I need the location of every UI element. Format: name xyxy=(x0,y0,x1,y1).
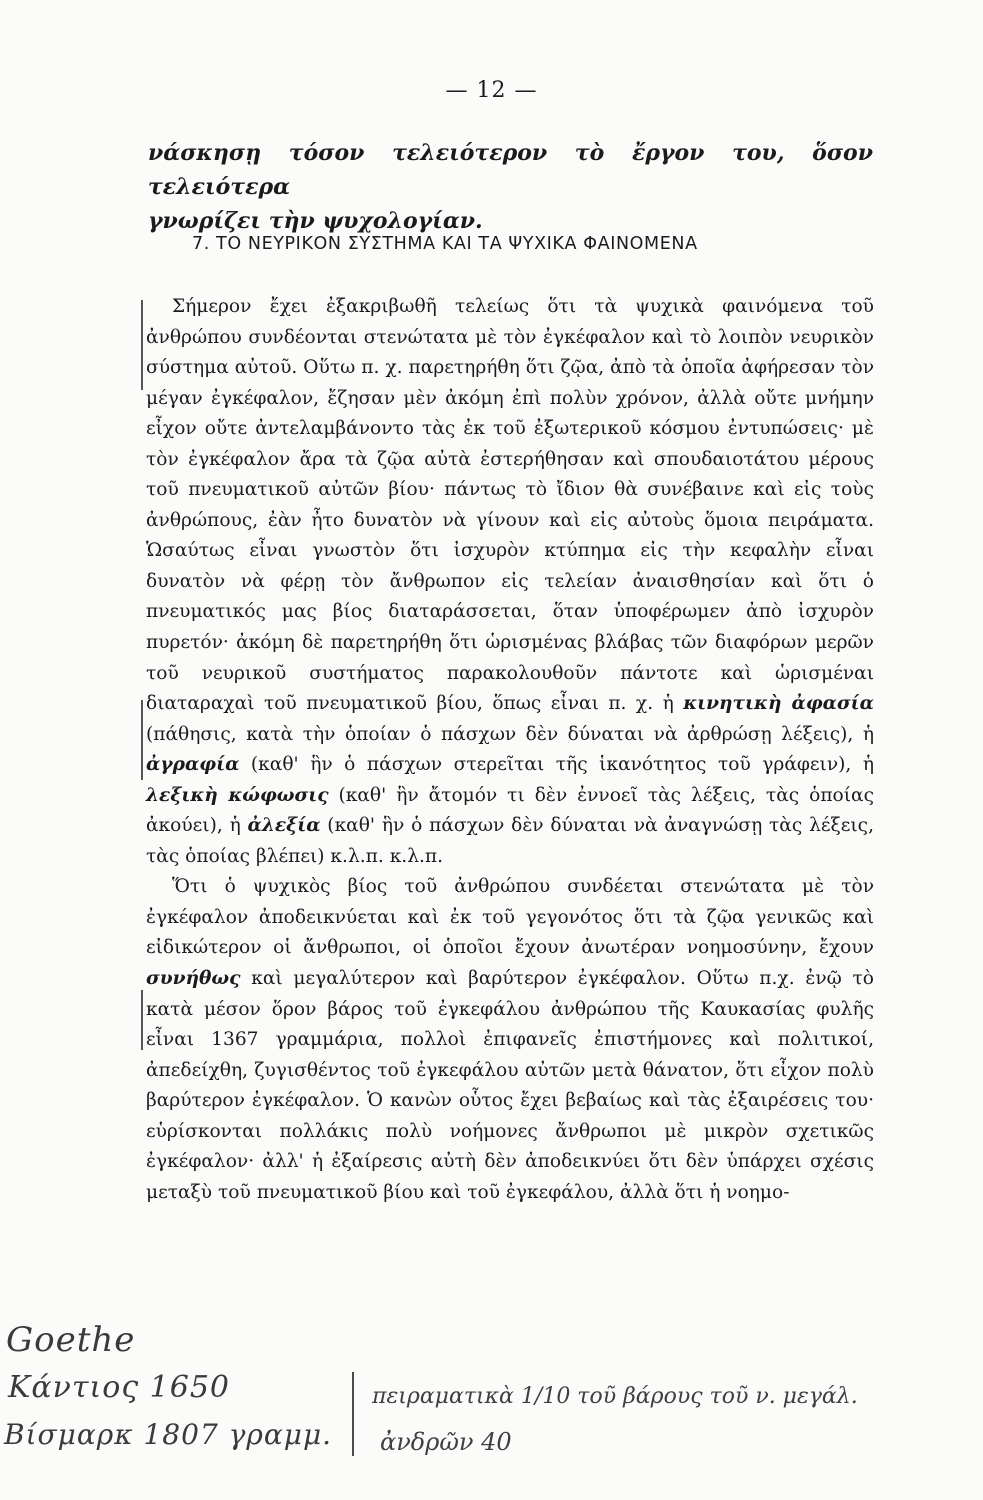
text-run: (καθ' ἣν ὁ πάσχων δὲν δύναται νὰ ἀναγνώσῃ τὰς λέξεις, τὰς ὁποίας βλέπει) κ.λ.π. κ.λ.π. xyxy=(146,815,874,867)
margin-mark xyxy=(141,990,143,1050)
text-run: ἡ xyxy=(662,693,684,715)
section-heading: 7. ΤΟ ΝΕΥΡΙΚΟΝ ΣΥΣΤΗΜΑ ΚΑΙ ΤΑ ΨΥΧΙΚΑ ΦΑΙΝΟΜΕΝΑ xyxy=(192,234,698,254)
handwritten-note: Κάντιος 1650 xyxy=(8,1370,231,1405)
margin-mark xyxy=(141,700,143,780)
text-run: Ὅτι ὁ ψυχικὸς βίος τοῦ ἀνθρώπου συνδέεται στενώτατα μὲ τὸν ἐγκέφαλον ἀποδεικνύεται καὶ ἐκ τοῦ γεγονότος ὅτι τὰ ζῷα γενικῶς καὶ εἰδικώτερον οἱ ἄνθρωποι, οἱ ὁποῖοι ἔχουν ἀνωτέραν νοημοσύνην, ἔχουν xyxy=(146,876,874,959)
intro-line: νάσκησῃ τόσον τελειότερον τὸ ἔργον του, ὅσον τελειότερα xyxy=(148,140,873,200)
text-run: (καθ' ἣν ὁ πάσχων στερεῖται τῆς ἱκανότητος τοῦ γράφειν), ἡ xyxy=(239,754,874,776)
text-run: (καθ' ἣν ἄτομόν τι δὲν ἐννοεῖ τὰς λέξεις, τὰς ὁποίας ἀκούει), ἡ xyxy=(146,784,874,837)
term-usually: συνήθως xyxy=(146,968,241,990)
paragraph-text: Σήμερον ἔχει ἐξακριβωθῆ τελείως ὅτι τὰ ψυχικὰ φαινόμενα τοῦ ἀνθρώπου συνδέονται στενώτατα μὲ τὸν ἐγκέφαλον καὶ τὸ λοιπὸν νευρικὸν σύστημα αὐτοῦ. Οὕτω π. χ. παρετηρήθη ὅτι ζῷα, ἀπὸ τὰ ὁποῖα ἀφήρεσαν τὸν μέγαν ἐγκέφαλον, ἔζησαν μὲν ἀκόμη ἐπὶ πολὺν χρόνον, ἀλλὰ οὔτε μνήμην εἶχον οὔτε ἀντελαμβάνοντο τὰς ἐκ τοῦ ἐξωτερικοῦ κόσμου ἐντυπώσεις· μὲ τὸν ἐγκέφαλον ἄρα τὰ ζῷα αὐτὰ ἐστερήθησαν καὶ σπουδαιοτάτου μέρους τοῦ πνευματικοῦ αὐτῶν βίου· πάντως τὸ ἴδιον θὰ συνέβαινε καὶ εἰς τοὺς ἀνθρώπους, ἐὰν ἦτο δυνατὸν νὰ γίνουν καὶ εἰς αὐτοὺς ὅμοια πειράματα. Ὡσαύτως εἶναι γνωστὸν ὅτι ἰσχυρὸν κτύπημα εἰς τὴν κεφαλὴν εἶναι δυνατὸν νὰ φέρῃ τὸν ἄνθρωπον εἰς τελείαν ἀναισθησίαν καὶ ὅτι ὁ πνευματικός μας βίος διαταράσσεται, ὅταν ὑποφέρωμεν ἀπὸ ἰσχυρὸν πυρετόν· ἀκόμη δὲ παρετηρήθη ὅτι ὡρισμένας βλάβας τῶν διαφόρων μερῶν τοῦ νευρικοῦ συστήματος παρακολουθοῦν πάντοτε καὶ ὡρισμέναι διαταραχαὶ τοῦ πνευματικοῦ βίου, ὅπως εἶναι π. χ. xyxy=(146,296,874,715)
intro-line: γνωρίζει τὴν ψυχολογίαν. xyxy=(148,208,483,234)
paragraph xyxy=(146,872,874,1208)
body-text xyxy=(146,292,874,1208)
handwritten-note: πειραματικὰ 1/10 τοῦ βάρους τοῦ ν. μεγάλ. xyxy=(372,1384,858,1409)
text-run: (πάθησις, κατὰ τὴν ὁποίαν ὁ πάσχων δὲν δύναται νὰ ἀρθρώσῃ λέξεις), ἡ xyxy=(146,723,874,745)
handwritten-note: Goethe xyxy=(6,1320,136,1360)
intro-text xyxy=(148,136,873,238)
handwritten-note: ἀνδρῶν 40 xyxy=(380,1428,512,1456)
term-word-deafness: λεξικὴ κώφωσις xyxy=(146,784,329,806)
term-motor-aphasia: κινητικὴ ἀφασία xyxy=(683,693,874,715)
paragraph xyxy=(146,292,874,872)
term-agraphia: ἀγραφία xyxy=(146,754,240,776)
handwritten-note: Βίσμαρκ 1807 γραμμ. xyxy=(4,1418,333,1451)
page-number: — 12 — xyxy=(445,78,538,103)
text-run: καὶ μεγαλύτερον καὶ βαρύτερον ἐγκέφαλον. Οὕτω π.χ. ἐνῷ τὸ κατὰ μέσον ὅρον βάρος τοῦ ἐγκεφάλου ἀνθρώπου τῆς Καυκασίας φυλῆς εἶναι 1367 γραμμάρια, πολλοὶ ἐπιφανεῖς ἐπιστήμονες καὶ πολιτικοί, ἀπεδείχθη, ζυγισθέντος τοῦ ἐγκεφάλου αὐτῶν μετὰ θάνατον, ὅτι εἶχον πολὺ βαρύτερον ἐγκέφαλον. Ὁ κανὼν οὗτος ἔχει βεβαίως καὶ τὰς ἐξαιρέσεις του· εὑρίσκονται πολλάκις πολὺ νοήμονες ἄνθρωποι μὲ μικρὸν σχετικῶς ἐγκέφαλον· ἀλλ' ἡ ἐξαίρεσις αὐτὴ δὲν ἀποδεικνύει ὅτι δὲν ὑπάρχει σχέσις μεταξὺ τοῦ πνευματικοῦ βίου καὶ τοῦ ἐγκεφάλου, ἀλλὰ ὅτι ἡ νοημο- xyxy=(146,968,874,1203)
term-alexia: ἀλεξία xyxy=(247,815,321,837)
margin-mark xyxy=(141,300,143,390)
handwritten-divider xyxy=(352,1372,354,1456)
